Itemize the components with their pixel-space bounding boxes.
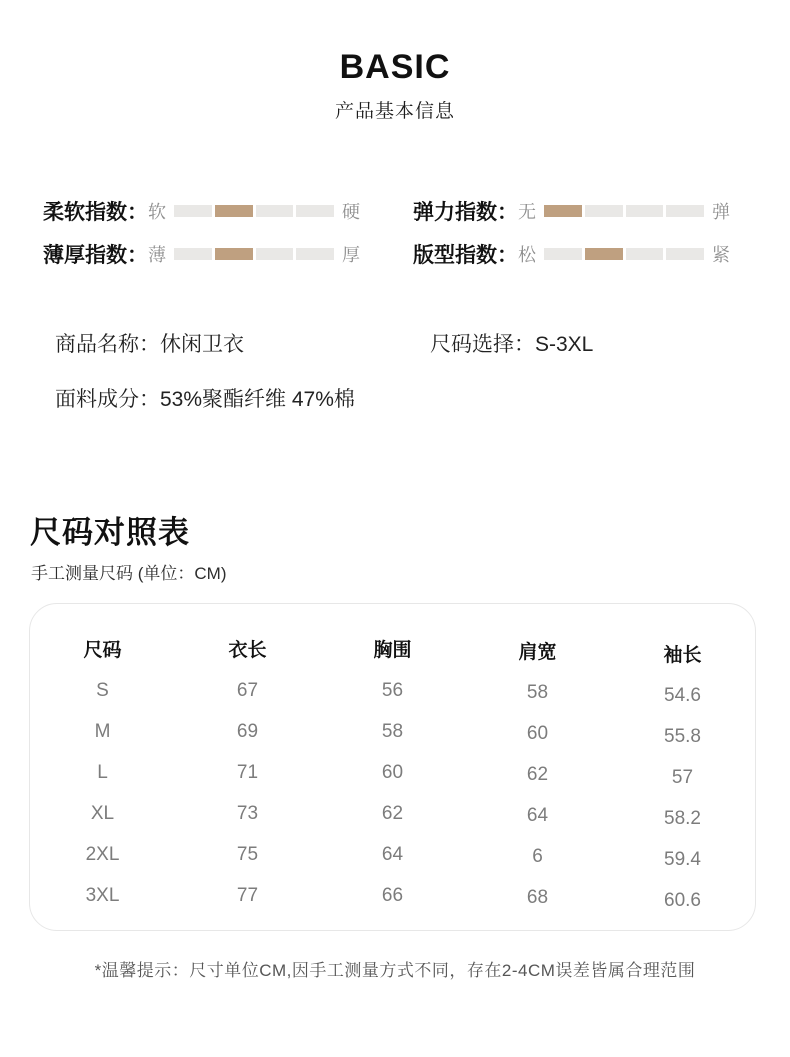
measurement-cell: 6 xyxy=(532,845,543,867)
measurement-cell: 60.6 xyxy=(664,889,701,911)
measurement-cell: 57 xyxy=(671,766,694,788)
size-selection-value: S-3XL xyxy=(535,333,594,356)
measurement-cell: 58 xyxy=(381,720,404,742)
size-selection-label: 尺码选择： xyxy=(430,333,535,356)
measurement-cell: 77 xyxy=(236,884,259,906)
fabric-label: 面料成分： xyxy=(55,388,160,411)
index-min-label: 无 xyxy=(518,202,536,222)
size-cell: 2XL xyxy=(85,843,120,865)
index-bar xyxy=(544,248,704,260)
index-bar-segment xyxy=(296,248,334,260)
measurement-cell: 68 xyxy=(526,886,549,908)
size-chart-header-row xyxy=(30,626,755,670)
index-bar-segment-active xyxy=(544,205,582,217)
size-chart-row xyxy=(30,670,755,711)
index-item-elasticity xyxy=(413,199,755,223)
size-chart-row xyxy=(30,711,755,752)
product-info-row xyxy=(55,328,755,358)
product-name-label: 商品名称： xyxy=(55,333,160,356)
index-item-thickness xyxy=(43,242,385,266)
measurement-cell: 67 xyxy=(236,679,259,701)
index-bar-segment xyxy=(544,248,582,260)
measurement-cell: 60 xyxy=(381,761,404,783)
index-bar-segment xyxy=(256,205,294,217)
index-bar-segment xyxy=(666,248,704,260)
measurement-cell: 58.2 xyxy=(664,807,701,829)
index-bar-segment xyxy=(626,248,664,260)
index-bars-group xyxy=(43,199,755,266)
measurement-cell: 64 xyxy=(526,804,549,826)
measurement-cell: 66 xyxy=(381,884,404,906)
size-cell: XL xyxy=(90,802,115,824)
measurement-cell: 62 xyxy=(381,802,404,824)
column-header-length: 衣长 xyxy=(228,639,267,661)
index-bar xyxy=(544,205,704,217)
measurement-cell: 54.6 xyxy=(664,684,701,706)
index-bar-segment xyxy=(666,205,704,217)
page-header xyxy=(0,48,790,123)
index-item-softness xyxy=(43,199,385,223)
measurement-cell: 75 xyxy=(236,843,259,865)
size-cell: L xyxy=(97,761,108,783)
index-label: 薄厚指数： xyxy=(43,244,148,267)
index-bar-segment-active xyxy=(215,205,253,217)
measurement-cell: 71 xyxy=(236,761,259,783)
size-chart-row xyxy=(30,834,755,875)
page-subtitle: 产品基本信息 xyxy=(334,101,455,122)
index-bar-segment xyxy=(174,248,212,260)
index-max-label: 紧 xyxy=(712,245,730,265)
measurement-cell: 64 xyxy=(381,843,404,865)
size-chart-row xyxy=(30,793,755,834)
product-name xyxy=(55,328,430,358)
column-header-chest: 胸围 xyxy=(373,639,412,661)
index-max-label: 厚 xyxy=(342,245,360,265)
size-selection xyxy=(430,328,593,358)
index-bar-segment-active xyxy=(585,248,623,260)
page-title: BASIC xyxy=(339,48,451,86)
measurement-cell: 69 xyxy=(236,720,259,742)
index-bar-segment xyxy=(296,205,334,217)
size-chart-title: 尺码对照表 xyxy=(30,515,190,550)
fabric-composition xyxy=(55,383,355,413)
measurement-cell: 62 xyxy=(526,763,549,785)
index-bar-segment xyxy=(256,248,294,260)
measurement-cell: 60 xyxy=(526,722,549,744)
index-label: 柔软指数： xyxy=(43,201,148,224)
index-label: 弹力指数： xyxy=(413,201,518,224)
column-header-sleeve: 袖长 xyxy=(663,644,702,666)
measurement-cell: 59.4 xyxy=(664,848,701,870)
index-bar-segment xyxy=(626,205,664,217)
index-bar-segment-active xyxy=(215,248,253,260)
index-max-label: 硬 xyxy=(342,202,360,222)
size-chart-row xyxy=(30,752,755,793)
index-bar xyxy=(174,205,334,217)
index-max-label: 弹 xyxy=(712,202,730,222)
size-cell: 3XL xyxy=(85,884,120,906)
index-bar xyxy=(174,248,334,260)
column-header-shoulder: 肩宽 xyxy=(518,641,557,663)
index-item-fit xyxy=(413,242,755,266)
fabric-value: 53%聚酯纤维 47%棉 xyxy=(160,388,355,411)
size-chart-table xyxy=(30,626,755,916)
size-cell: S xyxy=(96,679,109,701)
column-header-size: 尺码 xyxy=(83,639,122,661)
index-min-label: 松 xyxy=(518,245,536,265)
fabric-info-row xyxy=(55,383,755,413)
measurement-cell: 55.8 xyxy=(664,725,701,747)
product-name-value: 休闲卫衣 xyxy=(160,333,244,356)
size-cell: M xyxy=(94,720,111,742)
size-chart-card xyxy=(29,603,756,931)
index-label: 版型指数： xyxy=(413,244,518,267)
measurement-disclaimer: *温馨提示：尺寸单位CM,因手工测量方式不同，存在2-4CM误差皆属合理范围 xyxy=(94,961,696,980)
index-bar-segment xyxy=(174,205,212,217)
size-chart-row xyxy=(30,875,755,916)
measurement-cell: 56 xyxy=(381,679,404,701)
index-bar-segment xyxy=(585,205,623,217)
size-chart-subtitle: 手工测量尺码 (单位：CM) xyxy=(31,564,227,583)
measurement-cell: 58 xyxy=(526,681,549,703)
index-min-label: 软 xyxy=(148,202,166,222)
measurement-cell: 73 xyxy=(236,802,259,824)
index-min-label: 薄 xyxy=(148,245,166,265)
